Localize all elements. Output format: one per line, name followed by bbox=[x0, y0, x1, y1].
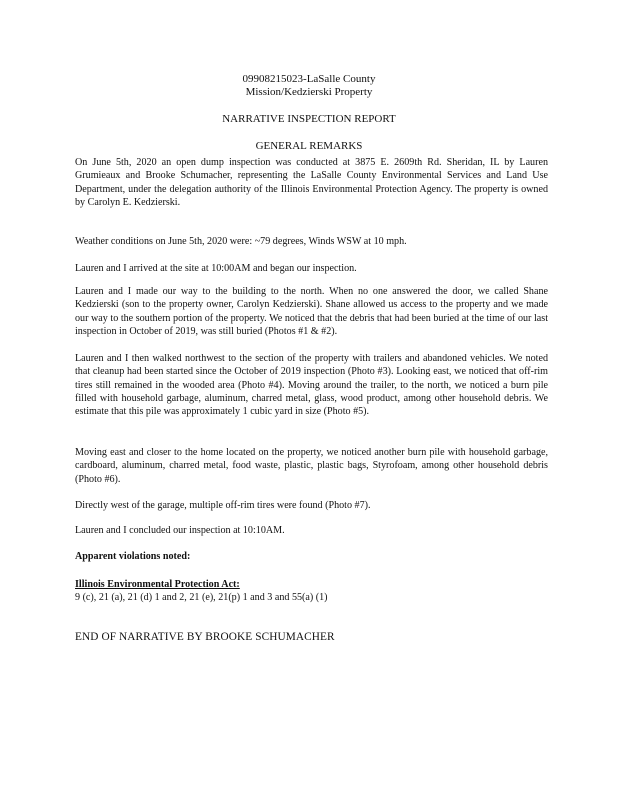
header-line-2: Mission/Kedzierski Property bbox=[245, 86, 373, 98]
header-line-1: 09908215023-LaSalle County bbox=[242, 73, 376, 85]
paragraph-arrival: Lauren and I arrived at the site at 10:00AM and began our inspection. bbox=[75, 263, 357, 274]
paragraph-intro: On June 5th, 2020 an open dump inspection was conducted at 3875 E. 2609th Rd. Sheridan, IL by Lauren Grumieaux and Brooke Schumacher, representing the LaSalle County Environmental Services and Land Use Department, under the delegation authority of the Illinois Environmental Protection Agency. The property is owned by Carolyn E. Kedzierski. bbox=[75, 157, 548, 208]
act-title: Illinois Environmental Protection Act: bbox=[75, 579, 240, 590]
paragraph-weather: Weather conditions on June 5th, 2020 were: ~79 degrees, Winds WSW at 10 mph. bbox=[75, 236, 407, 247]
paragraph-north-building: Lauren and I made our way to the building to the north. When no one answered the door, we called Shane Kedzierski (son to the property owner, Carolyn Kedzierski). Shane allowed us access to the property and we made our way to the southern portion of the property. We noticed that the debris that had been buried at the time of our last inspection in October of 2019, was still buried (Photos #1 & #2). bbox=[75, 286, 548, 337]
paragraph-garage: Directly west of the garage, multiple off-rim tires were found (Photo #7). bbox=[75, 500, 371, 511]
paragraph-east-home: Moving east and closer to the home located on the property, we noticed another burn pile with household garbage, cardboard, aluminum, charred metal, food waste, plastic, plastic bags, Styrofoam, among other household debris (Photo #6). bbox=[75, 447, 548, 485]
act-sections: 9 (c), 21 (a), 21 (d) 1 and 2, 21 (e), 21(p) 1 and 3 and 55(a) (1) bbox=[75, 592, 328, 603]
paragraph-northwest: Lauren and I then walked northwest to the section of the property with trailers and abandoned vehicles. We noted that cleanup had been started since the October of 2019 inspection (Photo #3). Looking east, we noticed that off-rim tires still remained in the wooded area (Photo #4). Moving around the trailer, to the north, we noticed a burn pile filled with household garbage, aluminum, charred metal, glass, wood product, among other household debris. We estimate that this pile was approximately 1 cubic yard in size (Photo #5). bbox=[75, 353, 548, 418]
report-subtitle: GENERAL REMARKS bbox=[255, 140, 363, 152]
report-title: NARRATIVE INSPECTION REPORT bbox=[222, 113, 396, 125]
paragraph-conclusion: Lauren and I concluded our inspection at 10:10AM. bbox=[75, 525, 285, 536]
end-of-narrative: END OF NARRATIVE BY BROOKE SCHUMACHER bbox=[75, 631, 335, 643]
violations-heading: Apparent violations noted: bbox=[75, 551, 191, 562]
